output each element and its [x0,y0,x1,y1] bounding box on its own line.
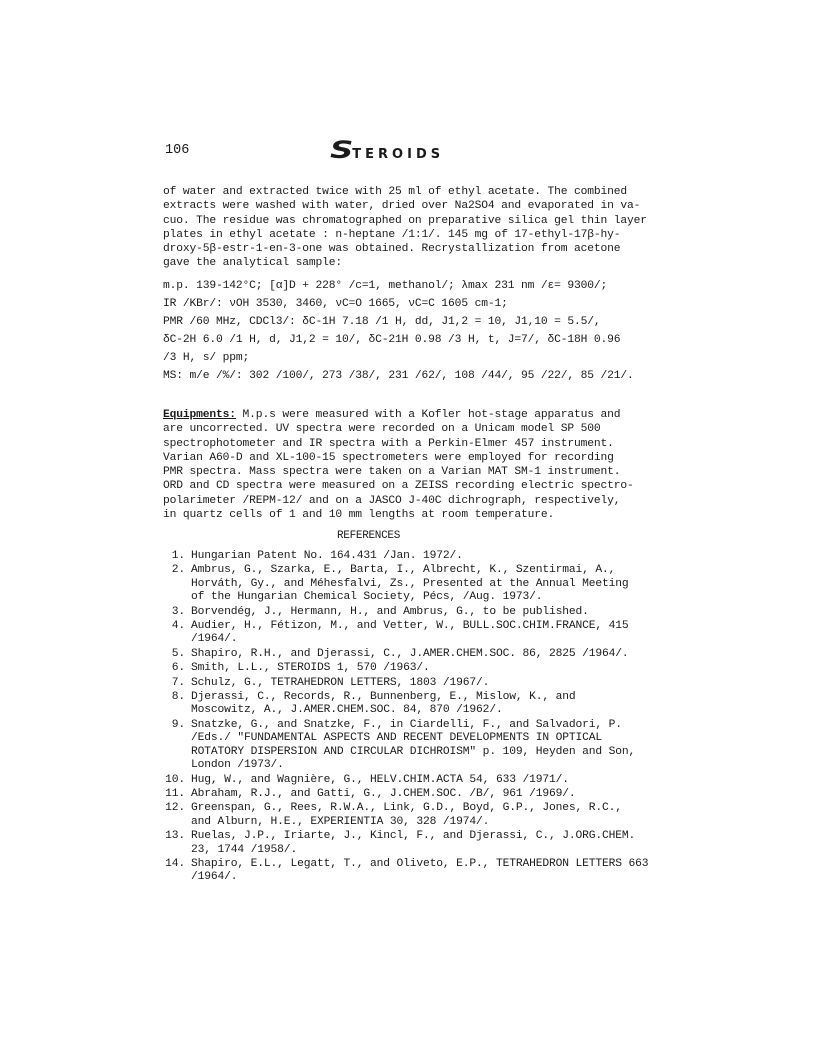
reference-text [191,677,663,690]
reference-line: Snatzke, G., and Snatzke, F., in Ciardelli, F., and Salvadori, P. [191,718,622,731]
reference-number: 11. [165,787,185,800]
reference-line: 23, 1744 /1958/. [191,843,298,856]
reference-text [191,788,663,801]
intro-line: cuo. The residue was chromatographed on preparative silica gel thin layer [163,214,647,227]
reference-line: Ruelas, J.P., Iriarte, J., Kincl, F., and Djerassi, C., J.ORG.CHEM. [191,830,636,843]
reference-line: of the Hungarian Chemical Society, Pécs, /Aug. 1973/. [191,591,543,604]
equipments-line: PMR spectra. Mass spectra were taken on a Varian MAT SM-1 instrument. [163,466,621,479]
page-number: 106 [165,143,190,158]
reference-line: Smith, L.L., STEROIDS 1, 570 /1963/. [191,662,430,675]
reference-line: Borvendég, J., Hermann, H., and Ambrus, G., to be published. [191,605,589,618]
reference-number: 9. [171,718,185,731]
journal-logo [329,136,445,164]
reference-number: 10. [165,773,185,786]
reference-item [163,550,663,563]
equipments-first-line [163,408,663,422]
intro-paragraph [163,185,663,271]
equipments-line: spectrophotometer and IR spectra with a Perkin-Elmer 457 instrument. [163,437,614,450]
reference-text [191,648,663,661]
reference-number: 4. [171,620,185,633]
reference-line: London /1973/. [191,759,284,772]
reference-item [163,788,663,801]
reference-line: Moscowitz, A., J.AMER.CHEM.SOC. 84, 870 /1962/. [191,704,503,717]
reference-number: 13. [165,830,185,843]
reference-text [191,620,663,647]
intro-line: of water and extracted twice with 25 ml of ethyl acetate. The combined [163,186,628,198]
reference-item [163,606,663,619]
references-list [163,550,663,886]
reference-text [191,564,663,604]
reference-line: /1964/. [191,633,238,646]
intro-line: droxy-5β-estr-1-en-3-one was obtained. Recrystallization from acetone [163,243,621,256]
reference-item [163,719,663,773]
reference-text [191,774,663,787]
reference-line: /Eds./ "FUNDAMENTAL ASPECTS AND RECENT DEVELOPMENTS IN OPTICAL [191,732,603,745]
reference-line: Shapiro, E.L., Legatt, T., and Oliveto, E.P., TETRAHEDRON LETTERS 663 [191,857,649,870]
reference-text [191,691,663,718]
reference-text [191,858,663,885]
intro-line: extracts were washed with water, dried over Na2SO4 and evaporated in va- [163,200,641,213]
reference-text [191,550,663,563]
equipments-line: polarimeter /REPM-12/ and on a JASCO J-40C dichrograph, respectively, [163,494,621,507]
reference-line: Horváth, Gy., and Méhesfalvi, Zs., Presented at the Annual Meeting [191,577,629,590]
data-line: MS: m/e /%/: 302 /100/, 273 /38/, 231 /62/, 108 /44/, 95 /22/, 85 /21/. [163,370,634,382]
equipments-line: Varian A60-D and XL-100-15 spectrometers were employed for recording [163,451,614,464]
reference-line: Schulz, G., TETRAHEDRON LETTERS, 1803 /1967/. [191,676,490,689]
reference-item [163,648,663,661]
reference-item [163,620,663,647]
equipments-heading: Equipments: [163,409,236,421]
reference-item [163,691,663,718]
reference-line: and Alburn, H.E., EXPERIENTIA 30, 328 /1974/. [191,815,490,828]
references-title: REFERENCES [337,530,401,542]
equipments-line: ORD and CD spectra were measured on a ZEISS recording electric spectro- [163,480,634,493]
reference-line: Hug, W., and Wagnière, G., HELV.CHIM.ACTA 54, 633 /1971/. [191,773,569,786]
intro-line: plates in ethyl acetate : n-heptane /1:1/. 145 mg of 17-ethyl-17β-hy- [163,228,621,241]
equipments-line: are uncorrected. UV spectra were recorded on a Unicam model SP 500 [163,423,601,436]
reference-item [163,677,663,690]
reference-text [191,802,663,829]
reference-line: Greenspan, G., Rees, R.W.A., Link, G.D., Boyd, G.P., Jones, R.C., [191,802,622,815]
reference-number: 1. [171,550,185,562]
reference-line: /1964/. [191,871,238,884]
reference-line: Hungarian Patent No. 164.431 /Jan. 1972/. [191,550,463,562]
equipments-line: in quartz cells of 1 and 10 mm lengths at room temperature. [163,509,555,522]
reference-number: 2. [171,564,185,577]
reference-line: Shapiro, R.H., and Djerassi, C., J.AMER.CHEM.SOC. 86, 2825 /1964/. [191,647,629,660]
data-line: PMR /60 MHz, CDCl3/: δC-1H 7.18 /1 H, dd, J1,2 = 10, J1,10 = 5.5/, [163,316,601,328]
data-line: /3 H, s/ ppm; [163,352,250,364]
reference-number: 7. [171,676,185,689]
intro-line: gave the analytical sample: [163,257,342,270]
reference-text [191,606,663,619]
reference-line: Ambrus, G., Szarka, E., Barta, I., Albrecht, K., Szentirmai, A., [191,564,616,577]
equipments-paragraph [163,408,663,522]
reference-item [163,830,663,857]
journal-logo-rest: TEROIDS [352,147,445,162]
characterization-data [163,278,663,386]
reference-line: Djerassi, C., Records, R., Bunnenberg, E., Mislow, K., and [191,691,576,704]
reference-line: Audier, H., Fétizon, M., and Vetter, W., BULL.SOC.CHIM.FRANCE, 415 [191,620,629,633]
reference-number: 3. [171,605,185,618]
reference-text [191,662,663,675]
reference-number: 12. [165,802,185,815]
reference-item [163,662,663,675]
reference-line: Abraham, R.J., and Gatti, G., J.CHEM.SOC. /B/, 961 /1969/. [191,787,576,800]
data-line: m.p. 139-142°C; [α]D + 228° /c=1, methanol/; λmax 231 nm /ε= 9300/; [163,280,608,292]
journal-logo-initial: S [329,136,354,164]
reference-number: 14. [165,857,185,870]
equipments-first-line-text: M.p.s were measured with a Kofler hot-stage apparatus and [235,409,621,421]
data-line: δC-2H 6.0 /1 H, d, J1,2 = 10/, δC-21H 0.98 /3 H, t, J=7/, δC-18H 0.96 [163,334,621,346]
reference-number: 8. [171,691,185,704]
data-line: IR /KBr/: νOH 3530, 3460, νC=O 1665, νC=C 1605 cm-1; [163,298,508,310]
reference-item [163,774,663,787]
reference-item [163,858,663,885]
reference-item [163,564,663,604]
reference-number: 6. [171,662,185,675]
reference-number: 5. [171,647,185,660]
reference-item [163,802,663,829]
reference-line: ROTATORY DISPERSION AND CIRCULAR DICHROISM" p. 109, Heyden and Son, [191,745,636,758]
reference-text [191,719,663,773]
reference-text [191,830,663,857]
